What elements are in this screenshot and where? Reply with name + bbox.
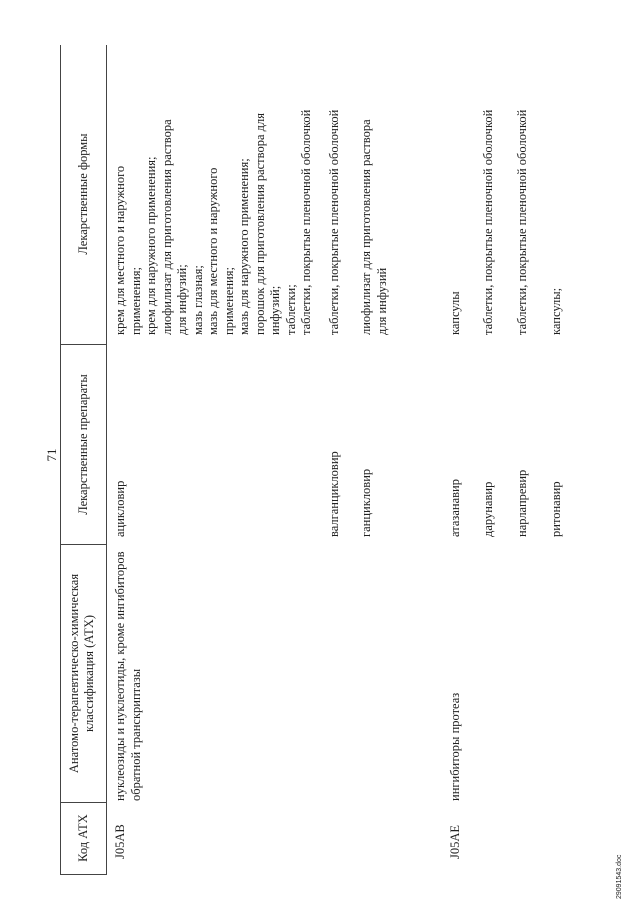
drug-name: атазанавир <box>448 479 462 537</box>
header-drugs: Лекарственные препараты <box>76 374 90 515</box>
header-code: Код АТХ <box>76 814 90 862</box>
dosage-form-line: лиофилизат для приготовления раствора <box>159 119 174 335</box>
drug-name: нарлапревир <box>515 469 529 537</box>
table-header-separator <box>106 45 107 875</box>
dosage-form-line: капсулы <box>448 291 462 335</box>
atc-code: J05AE <box>448 824 462 859</box>
footer-filename: 29091543.doc <box>616 854 623 899</box>
dosage-form-line: инфузий; <box>268 285 282 335</box>
dosage-form-line: порошок для приготовления раствора для <box>252 113 267 335</box>
dosage-form-line: мазь глазная; <box>190 265 205 335</box>
dosage-form-line: мазь для местного и наружного <box>206 167 220 335</box>
dosage-form-line: крем для наружного применения; <box>144 156 158 335</box>
dosage-form-line: применения; <box>221 267 236 335</box>
header-forms: Лекарственные формы <box>76 133 90 255</box>
dosage-form-line: таблетки, покрытые пленочной оболочкой <box>515 109 529 335</box>
dosage-form-line: таблетки; <box>283 284 298 335</box>
atc-classification: нуклеозиды и нуклеотиды, кроме ингибиторов обратной транскриптазы <box>113 551 143 801</box>
dosage-form-line: применения; <box>128 267 143 335</box>
drug-name: ритонавир <box>549 481 563 537</box>
header-classification: Анатомо-терапевтическо-химическая классификация (АТХ) <box>67 573 96 774</box>
atc-classification: ингибиторы протеаз <box>448 692 462 801</box>
column-divider-1 <box>60 874 107 875</box>
drug-name: ацикловир <box>113 480 127 537</box>
dosage-form-line: лиофилизат для приготовления раствора <box>359 119 373 335</box>
dosage-form-line: крем для местного и наружного <box>113 165 127 335</box>
dosage-form-line: для инфузий; <box>175 264 189 335</box>
drug-name: валганцикловир <box>327 451 341 537</box>
dosage-form-line: мазь для наружного применения; <box>237 158 251 335</box>
column-divider-3 <box>60 544 107 545</box>
dosage-form-line: таблетки, покрытые пленочной оболочкой <box>327 109 341 335</box>
dosage-form-line: таблетки, покрытые пленочной оболочкой <box>299 109 313 335</box>
dosage-form-line: капсулы; <box>549 287 563 335</box>
table-top-border <box>60 45 61 875</box>
dosage-form-line: для инфузий <box>374 267 389 335</box>
drug-name: дарунавир <box>481 481 495 537</box>
atc-code: J05AB <box>113 824 127 859</box>
drug-name: ганцикловир <box>359 468 373 537</box>
page-number: 71 <box>44 448 59 462</box>
dosage-form-line: таблетки, покрытые пленочной оболочкой <box>481 109 495 335</box>
column-divider-4 <box>60 344 107 345</box>
